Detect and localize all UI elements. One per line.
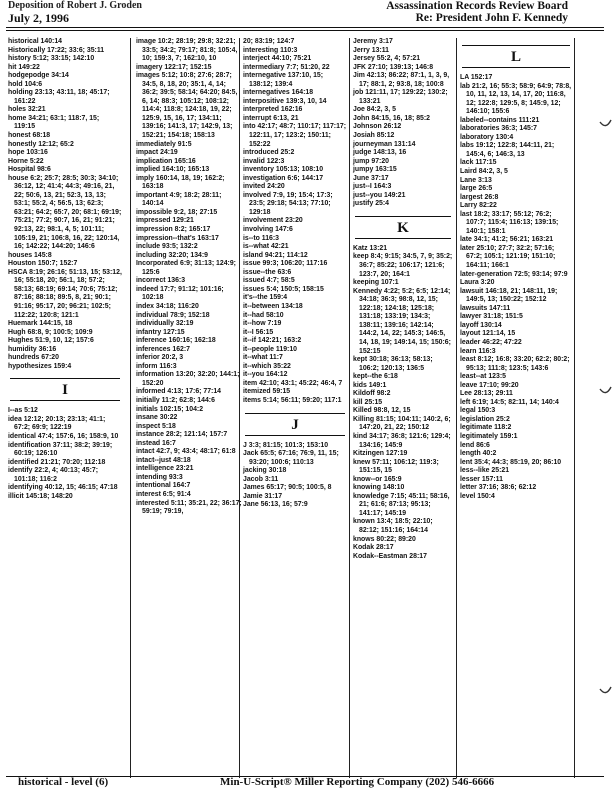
index-entry: interpositive 139:3, 10, 14 [243, 97, 327, 105]
index-entry: layout 121:14, 15 [460, 330, 516, 338]
index-entry: knowing 148:10 [353, 484, 405, 492]
index-entry: involving 147:6 [243, 226, 293, 234]
index-entry: identical 47:4; 157:6, 16; 158:9, 10 [8, 432, 119, 440]
re-line: Re: President John F. Kennedy [415, 12, 568, 24]
index-entry: instead 16:7 [136, 439, 176, 447]
index-entry: hodgepodge 34:14 [8, 72, 69, 80]
index-entry: it--you 164:12 [243, 371, 288, 379]
index-entry: into 42:17; 48:7; 110:17; 117:17; 122:11, 17; 123:2; 150:11; 152:22 [243, 123, 347, 148]
index-entry: inferior 20:2, 3 [136, 354, 184, 362]
index-entry: imagery 122:17; 152:15 [136, 63, 212, 71]
index-entry: kept 30:18; 36:13; 58:13; 106:2; 120:13; 136:5 [353, 356, 433, 372]
index-entry: insane 30:22 [136, 414, 178, 422]
index-entry: intentional 164:7 [136, 482, 191, 490]
index-entry: investigation 6:6; 144:17 [243, 174, 324, 182]
index-entry: illicit 145:18; 148:20 [8, 492, 73, 500]
index-entry: it's--the 159:4 [243, 294, 288, 302]
index-entry: impression--that's 163:17 [136, 234, 219, 242]
index-entry: holes 32:21 [8, 106, 46, 114]
index-entry: implication 165:16 [136, 157, 196, 165]
index-entry: house 6:2; 25:7; 28:5; 30:3; 34:10; 36:12, 12; 41:4; 44:3; 49:16, 21, 22; 50:6, 13, 21; 52:3, 13, 13; 53:1; 55:2, 4; 56:5, 13; 62:3; 63:21; 64:2; 65:7, 20; 68:1; 69:19; 75:21; 77:2; 90:7, 16, 21; 91:21; 92:13, 22; 98:1, 4, 5; 101:11; 105:19, 21; 106:8, 16, 22; 120:14, 16; 142:22; 144:20; 146:6 [8, 174, 122, 251]
index-column-5 [460, 38, 572, 778]
index-entry: identification 37:11; 38:2; 39:19; 60:19; 126:10 [8, 441, 113, 458]
index-entry: inventory 105:13; 108:10 [243, 166, 324, 174]
index-entry: hold 104:6 [8, 80, 43, 88]
index-column-2 [136, 38, 242, 778]
index-entry: interject 44:10; 75:21 [243, 55, 312, 63]
index-entry: hit 149:22 [8, 63, 40, 71]
index-entry: James 65:17; 90:5; 100:5, 8 [243, 484, 332, 492]
index-entry: impossible 9:2, 18; 27:15 [136, 208, 218, 216]
header-rule-1 [6, 27, 604, 28]
index-entry: known 13:4; 18:5; 22:10; 82:12; 151:16; 164:14 [353, 518, 433, 534]
index-entry: legitimate 118:2 [460, 424, 512, 432]
index-entry: idea 12:12; 20:13; 23:13; 41:1; 67:2; 69:9; 122:19 [8, 415, 106, 432]
index-entry: instance 28:2; 121:14; 157:7 [136, 431, 228, 439]
index-entry: involved 7:9, 19; 15:4; 17:3; 23:5; 29:18; 54:13; 77:10; 129:18 [243, 191, 333, 216]
page-footer [0, 778, 612, 790]
index-entry: leader 46:22; 47:22 [460, 338, 522, 346]
index-entry: Kodak 28:17 [353, 544, 394, 552]
index-entry: later 25:10; 27:7; 32:2; 57:16; 67:2; 105:1; 121:19; 151:10; 164:11; 166:1 [460, 244, 556, 270]
index-entry: Jersey 55:2, 4; 57:21 [353, 55, 421, 63]
index-entry: Johnson 26:12 [353, 123, 402, 131]
column-divider [130, 38, 131, 778]
index-entry: inform 116:3 [136, 362, 177, 370]
index-entry: learn 116:3 [460, 347, 496, 355]
index-entry: Historically 17:22; 33:6; 35:11 [8, 46, 105, 54]
index-entry: historical 140:14 [8, 38, 63, 45]
index-entry: inference 160:16; 162:18 [136, 337, 216, 345]
index-entry: interpreted 162:16 [243, 106, 303, 114]
page-range: historical - level (6) [18, 776, 109, 788]
index-column-1 [8, 38, 122, 778]
index-entry: individual 78:9; 152:18 [136, 311, 210, 319]
index-entry: labs 19:12; 122:8; 144:11, 21; 145:4, 6; 146:3, 13 [460, 142, 555, 158]
index-entry: invalid 122:3 [243, 157, 285, 165]
index-entry: introduced 25:2 [243, 149, 295, 157]
index-entry: it--how 7:19 [243, 320, 282, 328]
index-entry: Hughes 51:9, 10, 12; 157:6 [8, 337, 94, 345]
index-entry: LA 152:17 [460, 74, 493, 81]
index-entry: invited 24:20 [243, 183, 285, 191]
index-entry: it--I 56:15 [243, 328, 274, 336]
reporter-credit: Min-U-Script® Miller Reporting Company (202) 546-6666 [220, 776, 495, 788]
index-entry: Josiah 85:12 [353, 132, 395, 140]
index-entry: Jacob 3:11 [243, 475, 279, 483]
deposition-title: Deposition of Robert J. Groden [8, 0, 142, 11]
letter-heading: K [355, 216, 451, 239]
index-entry: layoff 130:14 [460, 321, 502, 329]
index-entry: involvement 23:20 [243, 217, 303, 225]
index-entry: identifying 40:12, 15; 46:15; 47:18 [8, 484, 118, 492]
index-entry: humidity 36:16 [8, 345, 57, 353]
index-entry: Jim 42:13; 86:22; 87:1, 1, 3, 9, 17; 88:1, 2; 93:8, 18; 100:8 [353, 72, 450, 88]
index-entry: hypothesizes 159:4 [8, 362, 72, 370]
index-entry: imply 160:14, 18, 19; 162:2; 163:18 [136, 174, 225, 191]
index-entry: Laura 3:20 [460, 279, 495, 287]
index-entry: issue--the 63:6 [243, 268, 292, 276]
index-entry: Kitzingen 127:19 [353, 450, 408, 458]
index-entry: 20; 83:19; 124:7 [243, 38, 295, 45]
column-divider [456, 38, 457, 778]
binder-hole-icon [598, 685, 612, 699]
index-entry: JFK 27:10; 139:13; 146:8 [353, 63, 434, 71]
index-entry: informed 4:13; 17:6; 77:14 [136, 388, 222, 396]
index-entry: lawyer 31:18; 151:5 [460, 313, 523, 321]
index-entry: holding 23:13; 43:11, 18; 45:17; 161:22 [8, 89, 110, 105]
index-entry: HSCA 8:19; 26:16; 51:13, 15; 53:12, 16; 55:18, 20; 56:1, 18; 57:2; 58:13; 68:19; 69:14; 70:6; 75:12; 87:16; 88:18; 89:5, 8, 21; 90:1; 91:16; 95:17, 20; 96:21; 102:5; 112:22; 120:8; 121:1 [8, 268, 122, 319]
index-entry: knows 80:22; 89:20 [353, 535, 416, 543]
index-entry: impression 8:2; 165:17 [136, 226, 211, 234]
index-entry: least 8:12; 16:8; 33:20; 62:2; 80:2; 95:13; 111:8; 123:5; 143:6 [460, 356, 570, 372]
index-entry: items 5:14; 56:11; 59:20; 117:1 [243, 396, 342, 404]
index-entry: Jack 65:5; 67:16; 76:9, 11, 15; 93:20; 100:6; 110:13 [243, 450, 339, 466]
board-title: Assassination Records Review Board [386, 0, 568, 12]
index-entry: include 93:5; 132:2 [136, 243, 198, 251]
index-entry: image 10:2; 28:19; 29:8; 32:21; 33:5; 34:2; 79:17; 81:8; 105:4, 10; 159:3, 7; 162:10, 10 [136, 38, 238, 63]
index-entry: houses 145:8 [8, 251, 52, 259]
index-entry: identified 21:21; 70:20; 112:18 [8, 458, 106, 466]
index-entry: important 4:9; 18:2; 28:11; 140:14 [136, 191, 222, 208]
index-entry: knowledge 7:15; 45:11; 58:16, 21; 61:6; 87:13; 95:13; 141:17; 145:19 [353, 492, 450, 517]
index-entry: left 6:19; 14:5; 82:11, 14; 140:4 [460, 398, 559, 406]
index-entry: knew 57:11; 106:12; 119:3; 151:15, 15 [353, 458, 439, 475]
index-entry: interrupt 6:13, 21 [243, 114, 299, 122]
page-header-right [386, 0, 568, 24]
index-entry: index 34:18; 116:20 [136, 302, 199, 310]
index-entry: know--or 165:9 [353, 475, 402, 483]
index-entry: Hugh 68:8, 9; 100:5; 109:9 [8, 328, 93, 336]
index-entry: it--people 119:10 [243, 345, 297, 353]
index-entry: J 3:3; 81:15; 101:3; 153:10 [243, 441, 329, 449]
index-entry: images 5:12; 10:8; 27:6; 28:7; 34:5, 8, 18, 20; 35:1, 4, 14; 36:2; 39:5; 58:14; 64:20; 84:5, 6, 14; 88:3; 105:12; 108:12; 114:4; 118:8; 124:18, 19, 22; 125:9, 15, 16, 17; 134:11; 139:16; 141:3, 17; 142:9, 13; 152:21; 154:18; 158:13 [136, 72, 238, 140]
index-entry: internegative 137:10, 15; 138:12; 139:4 [243, 72, 324, 88]
index-entry: interested 5:11; 35:21, 22; 36:17; 59:19; 79:19, [136, 499, 242, 516]
index-entry: labeled--contains 111:21 [460, 116, 540, 124]
index-entry: initially 11:2; 62:8; 144:6 [136, 396, 215, 404]
index-entry: internegatives 164:18 [243, 89, 314, 97]
index-entry: it--between 134:18 [243, 302, 303, 310]
index-entry: Killing 81:15; 104:11; 140:2, 6; 147:20, 21, 22; 150:12 [353, 415, 451, 432]
page-header-left [8, 0, 142, 24]
index-entry: jacking 30:18 [243, 467, 287, 475]
index-entry: Jerry 13:11 [353, 46, 390, 54]
binder-hole-icon [598, 118, 612, 132]
index-entry: information 13:20; 32:20; 144:1; 152:20 [136, 371, 240, 387]
index-entry: lesser 157:11 [460, 475, 503, 483]
index-entry: laboratory 130:4 [460, 133, 514, 141]
index-entry: item 42:10; 43:1; 45:22; 46:4, 7 [243, 379, 343, 387]
index-entry: Huemark 144:15, 18 [8, 320, 73, 328]
index-entry: legal 150:3 [460, 407, 496, 415]
index-entry: honest 68:18 [8, 132, 51, 140]
letter-heading: I [10, 378, 120, 401]
index-entry: impact 24:19 [136, 149, 178, 157]
index-entry: is--to 116:3 [243, 234, 279, 242]
index-entry: largest 26:8 [460, 193, 499, 201]
index-entry: Hospital 98:6 [8, 166, 51, 174]
index-entry: Katz 13:21 [353, 244, 388, 252]
index-entry: Kodak--Eastman 28:17 [353, 552, 427, 560]
column-divider [239, 38, 240, 778]
index-entry: interesting 110:3 [243, 46, 298, 54]
index-entry: I--as 5:12 [8, 407, 38, 415]
index-entry: incorrect 136:3 [136, 277, 186, 285]
index-entry: including 32:20; 134:9 [136, 251, 208, 259]
index-entry: it--what 11:7 [243, 354, 283, 362]
index-entry: hope 103:16 [8, 149, 48, 157]
index-entry: indeed 17:7; 91:12; 101:16; 102:18 [136, 285, 224, 302]
index-entry: history 5:12; 33:15; 142:10 [8, 55, 95, 63]
index-entry: laboratories 36:3; 145:7 [460, 125, 537, 133]
index-entry: hundreds 67:20 [8, 354, 59, 362]
index-entry: Killed 98:8, 12, 15 [353, 407, 411, 415]
index-entry: intermediary 7:7; 51:20, 22 [243, 63, 330, 71]
column-divider [349, 38, 350, 778]
index-entry: kind 34:17; 36:8; 121:6; 129:4; 134:16; 145:9 [353, 432, 451, 449]
index-entry: legislation 25:2 [460, 415, 510, 423]
index-columns [0, 38, 612, 778]
index-entry: Incorporated 6:9; 31:13; 124:9; 125:6 [136, 260, 236, 276]
index-entry: inferences 162:7 [136, 345, 191, 353]
index-entry: jumpy 163:15 [353, 166, 397, 174]
index-entry: Lane 3:13 [460, 176, 492, 184]
index-entry: Jane 56:13, 16; 57:9 [243, 501, 308, 509]
index-entry: just--I 164:3 [353, 183, 392, 191]
index-column-3 [243, 38, 347, 778]
index-entry: level 150:4 [460, 492, 495, 500]
index-entry: infantry 127:15 [136, 328, 185, 336]
index-entry: lawsuits 147:11 [460, 304, 511, 312]
index-entry: lent 35:4; 44:3; 85:19, 20; 86:10 [460, 458, 562, 466]
header-rule-2 [6, 30, 604, 31]
index-entry: Lee 28:13; 29:11 [460, 390, 513, 398]
index-entry: lack 117:15 [460, 159, 497, 167]
index-entry: lab 21:2, 16; 55:3; 58:9; 64:9; 78:8, 10, 11, 12, 13, 14, 17, 20; 116:8, 12; 122:8; 129:5, 8; 145:9, 12; 146:10; 155:6 [460, 82, 572, 116]
deposition-date: July 2, 1996 [8, 11, 70, 25]
index-entry: inspect 5:18 [136, 422, 176, 430]
index-entry: less--like 25:21 [460, 467, 510, 475]
index-entry: intact--just 48:18 [136, 456, 191, 464]
index-entry: large 26:5 [460, 185, 493, 193]
index-entry: it--had 58:10 [243, 311, 284, 319]
index-entry: keep 8:4; 9:15; 34:5, 7, 9; 35:2; 36:7; 85:22; 106:17; 121:6; 123:7, 20; 164:1 [353, 253, 453, 278]
index-entry: lend 86:6 [460, 441, 490, 449]
index-entry: it--if 142:21; 163:2 [243, 337, 302, 345]
column-divider [574, 38, 575, 778]
index-entry: honestly 12:12; 65:2 [8, 140, 74, 148]
index-entry: letter 37:16; 38:6; 62:12 [460, 484, 537, 492]
letter-heading: J [245, 413, 345, 436]
index-column-4 [353, 38, 453, 778]
index-entry: June 37:17 [353, 174, 389, 182]
index-entry: journeyman 131:14 [353, 140, 416, 148]
index-entry: interest 6:5; 91:4 [136, 490, 191, 498]
index-entry: Kildoff 98:2 [353, 390, 391, 398]
index-entry: individually 32:19 [136, 320, 194, 328]
index-entry: Horne 5:22 [8, 157, 44, 165]
index-entry: impressed 129:21 [136, 217, 194, 225]
index-entry: issued 4:7; 58:5 [243, 277, 295, 285]
index-entry: Jamie 31:17 [243, 492, 283, 500]
index-entry: judge 148:13, 16 [353, 149, 407, 157]
index-entry: late 34:1; 41:2; 56:21; 163:21 [460, 236, 554, 244]
index-entry: kill 25:15 [353, 398, 383, 406]
index-entry: lawsuit 146:18, 21; 148:11, 19; 149:5, 13; 150:22; 152:12 [460, 287, 558, 304]
index-entry: kept--the 6:18 [353, 373, 398, 381]
index-entry: is--what 42:21 [243, 243, 289, 251]
index-entry: intelligence 23:21 [136, 465, 194, 473]
index-entry: Houston 150:7; 152:7 [8, 260, 78, 268]
index-entry: Jeremy 3:17 [353, 38, 393, 45]
index-entry: intending 93:3 [136, 473, 183, 481]
index-entry: later-generation 72:5; 93:14; 97:9 [460, 270, 568, 278]
binder-hole-icon [598, 385, 612, 399]
index-entry: intact 42:7, 9; 43:4; 48:17; 61:8 [136, 448, 236, 456]
index-entry: just--you 149:21 [353, 191, 406, 199]
letter-heading: L [462, 45, 570, 68]
index-entry: job 121:11, 17; 129:22; 130:2; 133:21 [353, 89, 448, 105]
index-entry: identify 22:2, 4; 40:13; 45:7; 101:18; 116:2 [8, 467, 98, 483]
index-entry: kids 149:1 [353, 381, 387, 389]
index-entry: legitimately 159:1 [460, 432, 518, 440]
index-entry: Larry 82:22 [460, 202, 497, 210]
index-entry: keeping 107:1 [353, 279, 399, 287]
index-entry: jump 97:20 [353, 157, 389, 165]
index-entry: last 18:2; 33:17; 55:12; 76:2; 107:7; 115:4; 116:13; 139:15; 140:1; 158:1 [460, 210, 559, 235]
index-entry: implied 164:10; 165:13 [136, 166, 210, 174]
index-entry: itemized 59:15 [243, 388, 291, 396]
index-entry: island 94:21; 114:12 [243, 251, 308, 259]
index-entry: home 34:21; 63:1; 118:7, 15; 119:15 [8, 114, 100, 131]
index-entry: leave 17:10; 99:20 [460, 381, 519, 389]
index-entry: immediately 91:5 [136, 140, 192, 148]
index-entry: issues 5:4; 150:5; 158:15 [243, 285, 324, 293]
index-entry: length 40:2 [460, 450, 497, 458]
index-entry: it--which 35:22 [243, 362, 291, 370]
index-entry: Laird 84:2, 3, 5 [460, 168, 508, 176]
index-entry: John 84:15, 16, 18; 85:2 [353, 114, 430, 122]
index-entry: least--at 123:5 [460, 373, 506, 381]
index-entry: initials 102:15; 104:2 [136, 405, 204, 413]
index-entry: Kennedy 4:22; 5:2; 6:5; 12:14; 34:18; 36:3; 98:8, 12, 15; 122:18; 124:18; 125:18; 131:18; 133:19; 134:3; 138:11; 139:16; 142:14; 144:2, 14, 22; 145:3; 146:5, 14, 18, 19; 149:14, 15; 150:6; 152:15 [353, 287, 451, 355]
index-entry: issue 99:3; 106:20; 117:16 [243, 260, 328, 268]
index-entry: justify 25:4 [353, 200, 389, 208]
index-entry: Joe 84:2, 3, 5 [353, 106, 396, 114]
